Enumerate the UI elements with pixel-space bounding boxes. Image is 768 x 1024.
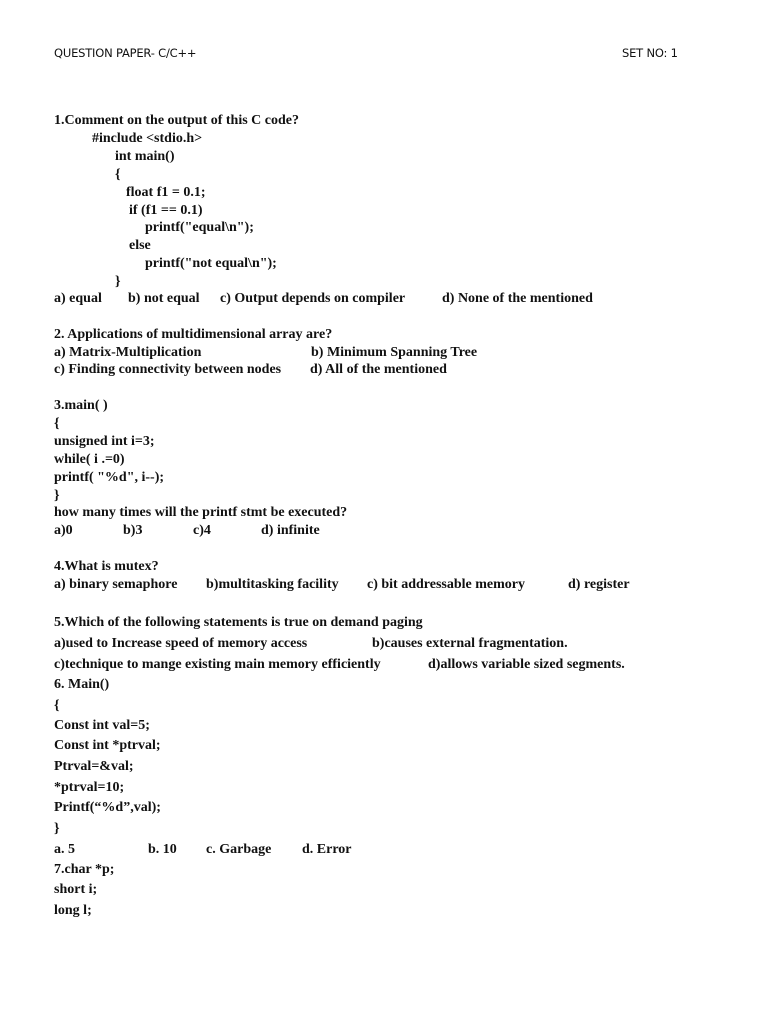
q3-line: 3.main( ) [54, 398, 108, 413]
q1-code-line: int main() [115, 149, 175, 164]
q3-option-c: c)4 [193, 523, 211, 538]
q1-code-line: #include <stdio.h> [92, 131, 203, 146]
q4-option-a: a) binary semaphore [54, 577, 178, 592]
q3-option-a: a)0 [54, 523, 73, 538]
q6-line: *ptrval=10; [54, 780, 125, 795]
q6-line: } [54, 821, 60, 836]
q3-line: } [54, 488, 60, 503]
q6-line: 6. Main() [54, 677, 110, 692]
q1-question: 1.Comment on the output of this C code? [54, 113, 299, 128]
q4-option-b: b)multitasking facility [206, 577, 339, 592]
q4-option-d: d) register [568, 577, 630, 592]
q6-line: Printf(“%d”,val); [54, 800, 161, 815]
q2-question: 2. Applications of multidimensional array are? [54, 327, 333, 342]
set-number: SET NO: 1 [622, 46, 678, 60]
q2-option-d: d) All of the mentioned [310, 362, 447, 377]
q6-option-b: b. 10 [148, 842, 177, 857]
q1-code-line: printf("equal\n"); [145, 220, 254, 235]
q6-line: Const int *ptrval; [54, 738, 161, 753]
q1-option-c: c) Output depends on compiler [220, 291, 406, 306]
q2-option-c: c) Finding connectivity between nodes [54, 362, 282, 377]
q1-option-a: a) equal [54, 291, 102, 306]
q5-option-b: b)causes external fragmentation. [372, 636, 568, 651]
q1-code-line: { [115, 167, 121, 182]
q7-line: long l; [54, 903, 92, 918]
q7-line: 7.char *p; [54, 862, 115, 877]
q5-question: 5.Which of the following statements is true on demand paging [54, 615, 423, 630]
q6-option-c: c. Garbage [206, 842, 272, 857]
q6-line: { [54, 698, 60, 713]
q3-option-b: b)3 [123, 523, 143, 538]
q3-line: unsigned int i=3; [54, 434, 155, 449]
q7-line: short i; [54, 882, 98, 897]
q6-option-d: d. Error [302, 842, 352, 857]
q2-option-a: a) Matrix-Multiplication [54, 345, 202, 360]
q5-option-a: a)used to Increase speed of memory access [54, 636, 308, 651]
q4-question: 4.What is mutex? [54, 559, 159, 574]
q1-option-d: d) None of the mentioned [442, 291, 593, 306]
q1-code-line: } [115, 274, 121, 289]
q6-line: Const int val=5; [54, 718, 150, 733]
q3-line: { [54, 416, 60, 431]
q1-code-line: printf("not equal\n"); [145, 256, 277, 271]
q1-option-b: b) not equal [128, 291, 200, 306]
q5-option-c: c)technique to mange existing main memory efficiently [54, 657, 381, 672]
q3-line: while( i .=0) [54, 452, 125, 467]
q3-option-d: d) infinite [261, 523, 320, 538]
q1-code-line: if (f1 == 0.1) [129, 203, 203, 218]
q1-code-line: float f1 = 0.1; [126, 185, 206, 200]
q5-option-d: d)allows variable sized segments. [428, 657, 625, 672]
q6-line: Ptrval=&val; [54, 759, 134, 774]
q3-question: how many times will the printf stmt be executed? [54, 505, 348, 520]
paper-title: QUESTION PAPER- C/C++ [54, 46, 197, 60]
q3-line: printf( "%d", i--); [54, 470, 165, 485]
q2-option-b: b) Minimum Spanning Tree [311, 345, 478, 360]
q1-code-line: else [129, 238, 151, 253]
q4-option-c: c) bit addressable memory [367, 577, 525, 592]
q6-option-a: a. 5 [54, 842, 75, 857]
